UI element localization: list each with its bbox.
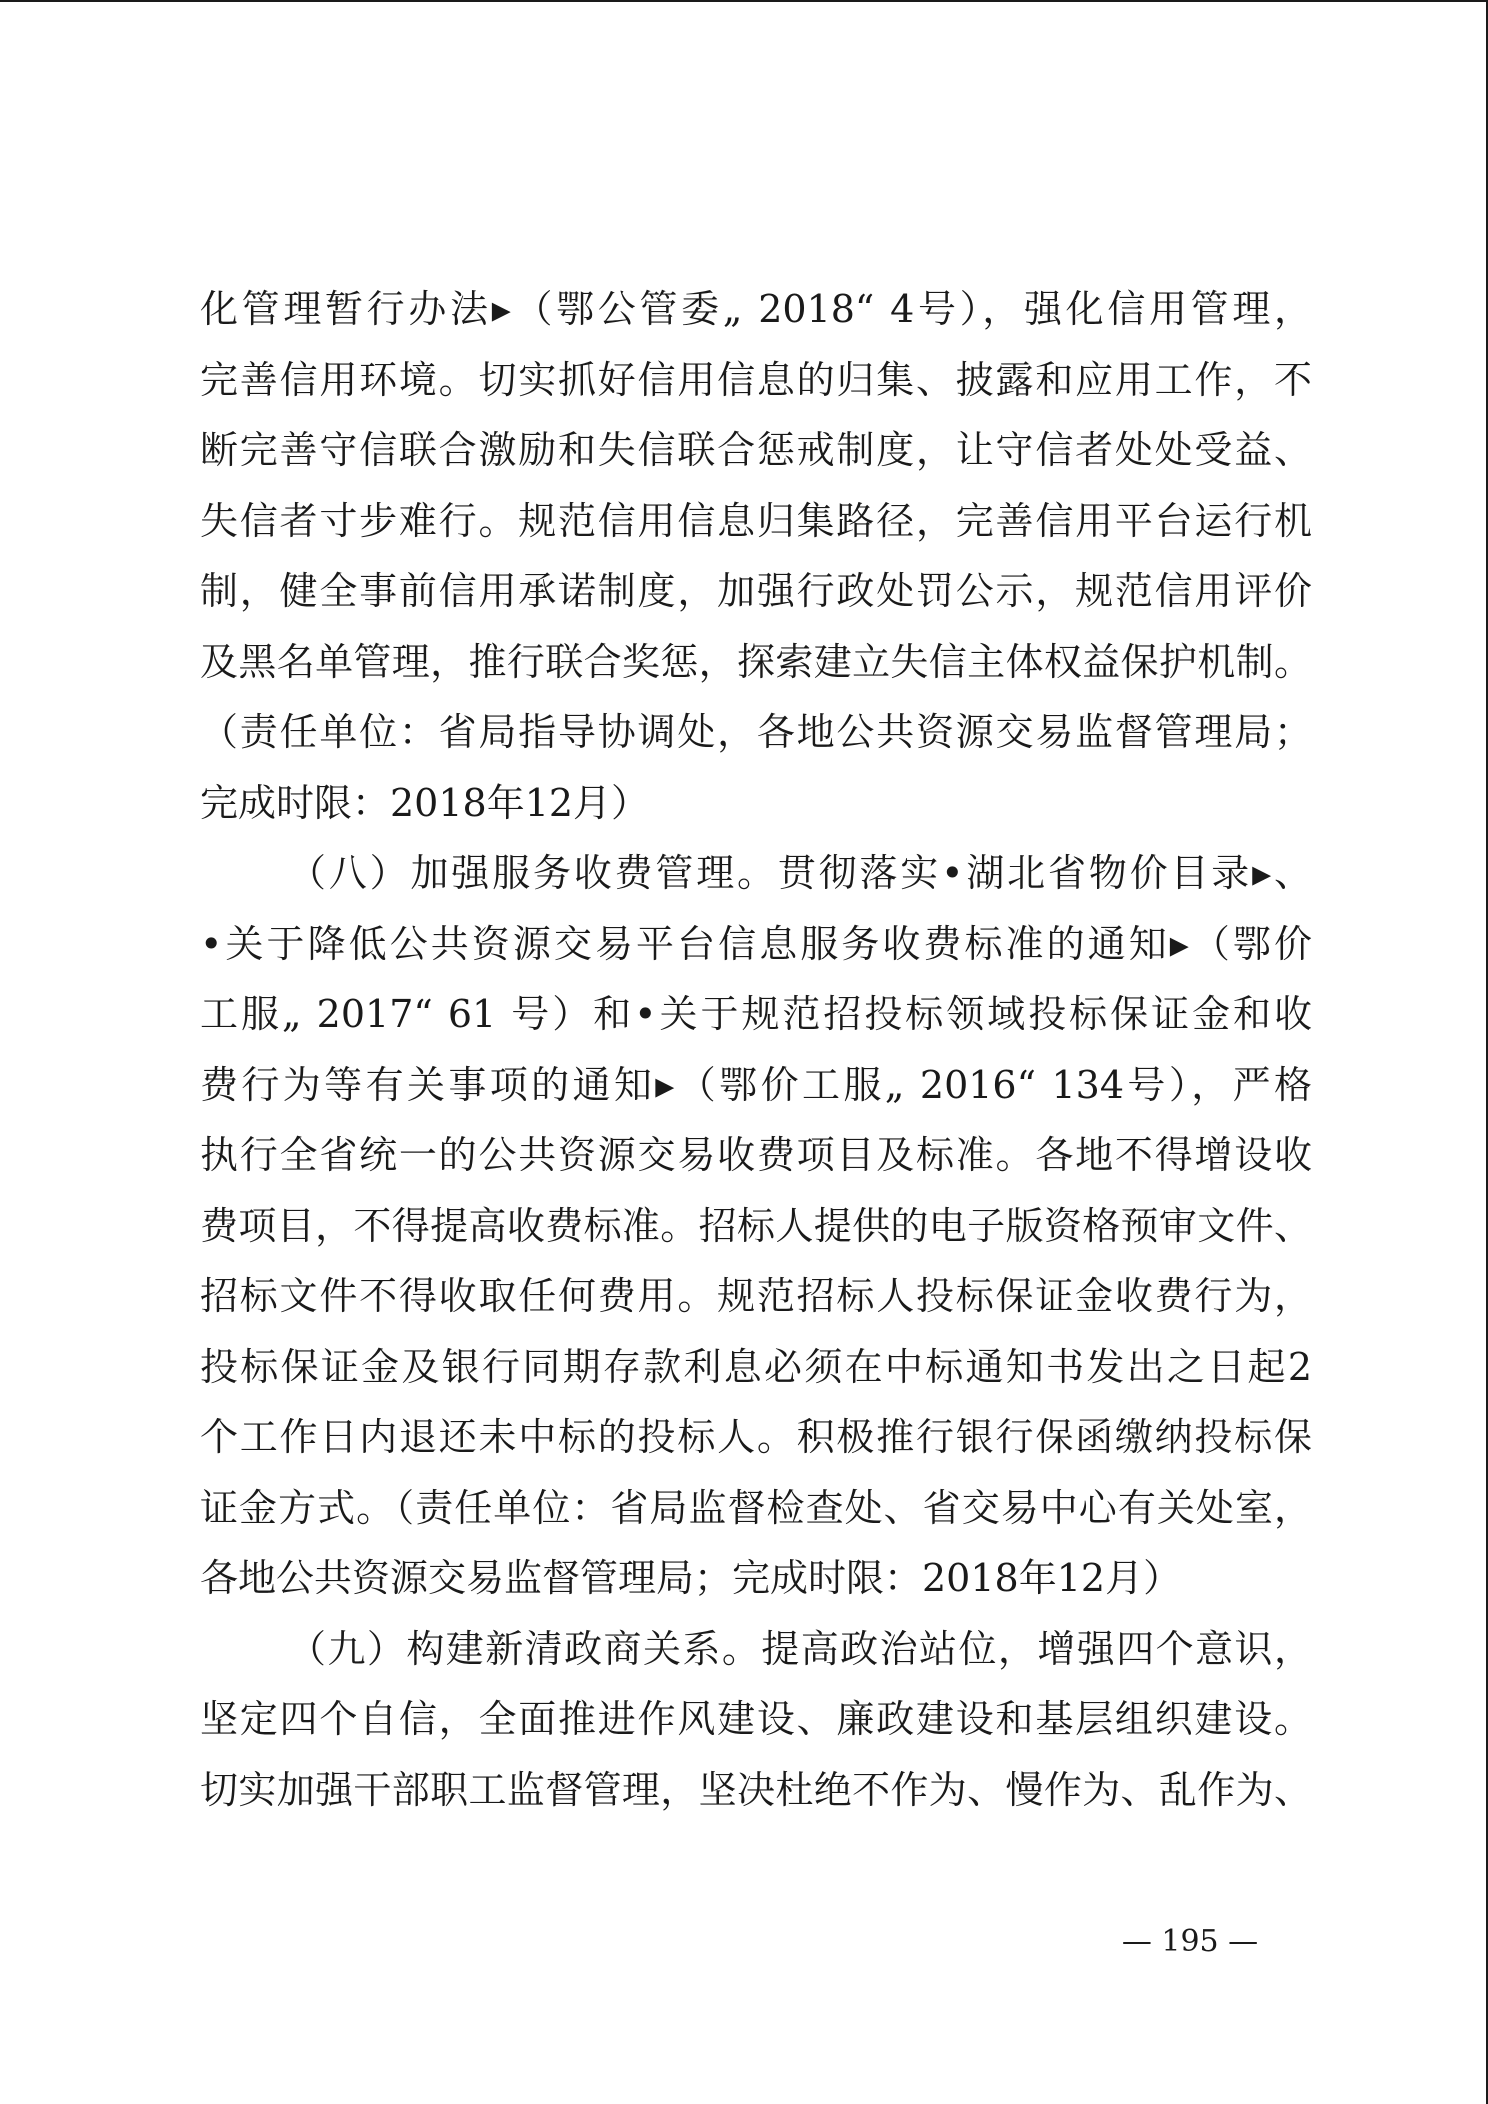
text-line: 切实加强干部职工监督管理，坚决杜绝不作为、慢作为、乱作为、 — [200, 1767, 1312, 1812]
text-line: 证金方式。（责任单位：省局监督检查处、省交易中心有关处室， — [200, 1485, 1312, 1530]
text-line: 及黑名单管理，推行联合奖惩，探索建立失信主体权益保护机制。 — [200, 639, 1312, 684]
text-line: •关于降低公共资源交易平台信息服务收费标准的通知▸（鄂价 — [200, 921, 1312, 966]
text-line: 招标文件不得收取任何费用。规范招标人投标保证金收费行为， — [200, 1274, 1312, 1318]
text-line: 制，健全事前信用承诺制度，加强行政处罚公示，规范信用评价 — [200, 569, 1312, 613]
text-line: 工服„ 2017“ 61 号）和•关于规范招投标领域投标保证金和收 — [200, 992, 1312, 1036]
text-line: 完成时限：2018年12月） — [200, 780, 650, 825]
text-line: 断完善守信联合激励和失信联合惩戒制度，让守信者处处受益、 — [200, 428, 1312, 472]
text-line: 费行为等有关事项的通知▸（鄂价工服„ 2016“ 134号），严格 — [200, 1062, 1312, 1107]
text-line: （责任单位：省局指导协调处，各地公共资源交易监督管理局； — [200, 710, 1312, 754]
text-line: 坚定四个自信，全面推进作风建设、廉政建设和基层组织建设。 — [200, 1697, 1312, 1741]
text-line: 个工作日内退还未中标的投标人。积极推行银行保函缴纳投标保 — [200, 1415, 1312, 1459]
body-text — [200, 274, 1312, 1825]
text-line: 完善信用环境。切实抓好信用信息的归集、披露和应用工作，不 — [200, 357, 1312, 402]
page-number: — 195 — — [1121, 1924, 1259, 1959]
top-border-line — [0, 0, 1488, 2]
section-heading-line: （八）加强服务收费管理。贯彻落实•湖北省物价目录▸、 — [288, 851, 1312, 895]
section-heading-line: （九）构建新清政商关系。提高政治站位，增强四个意识， — [288, 1626, 1312, 1671]
text-line: 化管理暂行办法▸（鄂公管委„ 2018“ 4号），强化信用管理， — [200, 287, 1312, 331]
text-line: 执行全省统一的公共资源交易收费项目及标准。各地不得增设收 — [200, 1133, 1312, 1177]
text-line: 费项目，不得提高收费标准。招标人提供的电子版资格预审文件、 — [200, 1203, 1312, 1248]
text-line: 投标保证金及银行同期存款利息必须在中标通知书发出之日起2 — [200, 1344, 1312, 1389]
text-line: 各地公共资源交易监督管理局；完成时限：2018年12月） — [200, 1556, 1182, 1600]
text-line: 失信者寸步难行。规范信用信息归集路径，完善信用平台运行机 — [200, 498, 1312, 543]
